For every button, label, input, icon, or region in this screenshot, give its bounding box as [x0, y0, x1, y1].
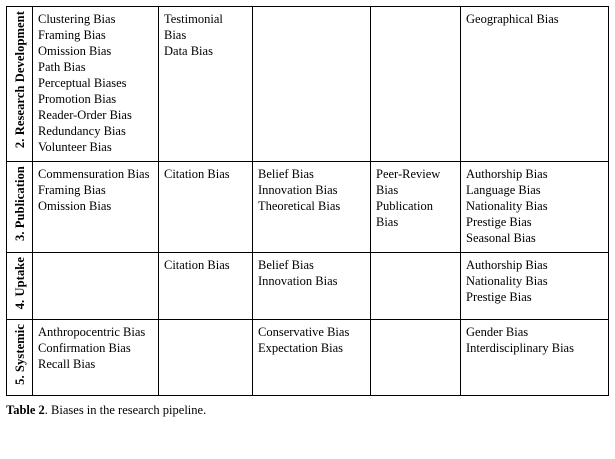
cell-r3-c3 — [253, 320, 371, 396]
list-item: Anthropocentric Bias — [38, 325, 146, 340]
list-item: Framing Bias — [38, 28, 106, 42]
list-item: Volunteer Bias — [38, 140, 112, 154]
table-row — [7, 253, 609, 320]
list-item: Citation Bias — [164, 167, 230, 181]
list-item: Reader-Order Bias — [38, 108, 132, 122]
bias-list — [466, 257, 603, 305]
list-item: Innovation Bias — [258, 274, 338, 288]
bias-list — [164, 166, 247, 182]
cell-r0-c2 — [159, 7, 253, 162]
list-item: Clustering Bias — [38, 12, 116, 26]
bias-table — [6, 6, 609, 396]
list-item: Belief Bias — [258, 258, 314, 272]
bias-list — [376, 166, 455, 230]
list-item: Commensuration Bias — [38, 167, 150, 181]
list-item: Conservative Bias — [258, 325, 350, 340]
list-item: Gender Bias — [466, 325, 529, 340]
list-item: Nationality Bias — [466, 274, 548, 288]
bias-list — [258, 257, 365, 289]
list-item: Language Bias — [466, 183, 541, 197]
cell-r0-c4 — [371, 7, 461, 162]
list-item: Peer-Review Bias — [376, 167, 441, 197]
cell-r2-c1 — [33, 253, 159, 320]
row-header-label: 5. Systemic — [13, 324, 27, 386]
bias-list — [466, 324, 603, 356]
cell-r2-c4 — [371, 253, 461, 320]
cell-r1-c5 — [461, 162, 609, 253]
list-item: Omission Bias — [38, 199, 112, 213]
list-item: Geographical Bias — [466, 12, 559, 26]
list-item: Publication Bias — [376, 199, 433, 229]
list-item: Authorship Bias — [466, 258, 548, 272]
list-item: Perceptual Biases — [38, 76, 127, 90]
cell-r1-c3 — [253, 162, 371, 253]
list-item: Innovation Bias — [258, 183, 338, 197]
cell-r3-c1 — [33, 320, 159, 396]
list-item: Recall Bias — [38, 357, 96, 372]
cell-r0-c3 — [253, 7, 371, 162]
row-header-label: 4. Uptake — [13, 257, 27, 310]
row-header-label: 3. Publication — [13, 166, 27, 242]
cell-r2-c3 — [253, 253, 371, 320]
list-item: Belief Bias — [258, 167, 314, 181]
table-row — [7, 320, 609, 396]
list-item: Promotion Bias — [38, 92, 117, 106]
bias-list — [38, 166, 153, 214]
list-item: Expectation Bias — [258, 341, 344, 356]
cell-r3-c5 — [461, 320, 609, 396]
bias-list — [164, 11, 247, 59]
bias-list — [258, 324, 365, 356]
list-item: Confirmation Bias — [38, 341, 131, 356]
table-row — [7, 7, 609, 162]
list-item: Theoretical Bias — [258, 199, 341, 213]
cell-r1-c1 — [33, 162, 159, 253]
list-item: Framing Bias — [38, 183, 106, 197]
list-item: Redundancy Bias — [38, 124, 126, 138]
caption-label: Table 2 — [6, 403, 45, 418]
row-header-uptake — [7, 253, 33, 320]
bias-list — [164, 257, 247, 273]
list-item: Testimonial Bias — [164, 12, 223, 42]
bias-table-body — [7, 7, 609, 396]
table-caption — [6, 403, 609, 419]
row-header-systemic — [7, 320, 33, 396]
cell-r2-c2 — [159, 253, 253, 320]
row-header-research-development — [7, 7, 33, 162]
list-item: Path Bias — [38, 60, 86, 74]
table-row — [7, 162, 609, 253]
cell-r3-c4 — [371, 320, 461, 396]
list-item: Authorship Bias — [466, 167, 548, 181]
list-item: Nationality Bias — [466, 199, 548, 213]
row-header-label: 2. Research Development — [13, 11, 27, 149]
bias-list — [466, 11, 603, 27]
list-item: Prestige Bias — [466, 215, 532, 229]
cell-r0-c5 — [461, 7, 609, 162]
cell-r3-c2 — [159, 320, 253, 396]
cell-r1-c2 — [159, 162, 253, 253]
cell-r2-c5 — [461, 253, 609, 320]
bias-list — [466, 166, 603, 246]
list-item: Data Bias — [164, 44, 213, 58]
bias-list — [258, 166, 365, 214]
bias-list — [38, 324, 153, 372]
bias-list — [38, 11, 153, 155]
caption-text: . Biases in the research pipeline. — [44, 403, 207, 418]
list-item: Interdisciplinary Bias — [466, 341, 574, 356]
cell-r0-c1 — [33, 7, 159, 162]
row-header-publication — [7, 162, 33, 253]
cell-r1-c4 — [371, 162, 461, 253]
list-item: Prestige Bias — [466, 290, 532, 304]
list-item: Omission Bias — [38, 44, 112, 58]
list-item: Citation Bias — [164, 258, 230, 272]
list-item: Seasonal Bias — [466, 231, 536, 245]
